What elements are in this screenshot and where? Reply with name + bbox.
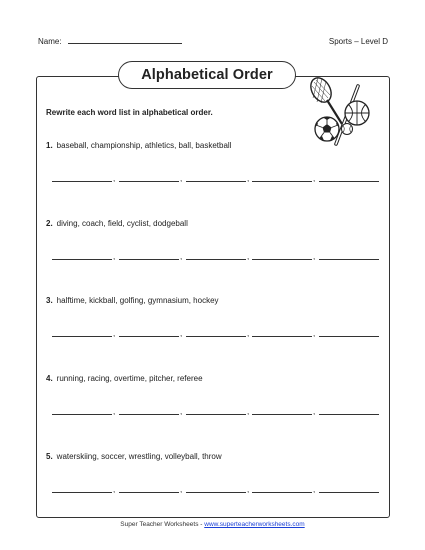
answer-blank[interactable] bbox=[52, 405, 112, 415]
comma: , bbox=[247, 329, 250, 338]
basketball-icon bbox=[345, 101, 369, 125]
answer-row-2 bbox=[52, 250, 380, 260]
comma: , bbox=[113, 485, 116, 494]
answer-blank[interactable] bbox=[319, 172, 379, 182]
question-number: 2. bbox=[46, 219, 53, 228]
answer-row-3 bbox=[52, 327, 380, 337]
answer-row-1 bbox=[52, 172, 380, 182]
name-label: Name: bbox=[38, 37, 62, 46]
answer-blank[interactable] bbox=[252, 250, 312, 260]
comma: , bbox=[180, 174, 183, 183]
comma: , bbox=[247, 252, 250, 261]
question-2 bbox=[46, 219, 188, 228]
question-number: 3. bbox=[46, 296, 53, 305]
answer-blank[interactable] bbox=[119, 405, 179, 415]
answer-blank[interactable] bbox=[186, 327, 246, 337]
soccer-ball-icon bbox=[315, 117, 339, 141]
question-4 bbox=[46, 374, 203, 383]
footer bbox=[0, 521, 425, 528]
answer-blank[interactable] bbox=[119, 327, 179, 337]
comma: , bbox=[247, 485, 250, 494]
question-number: 1. bbox=[46, 141, 53, 150]
answer-row-5 bbox=[52, 483, 380, 493]
page-title: Alphabetical Order bbox=[118, 61, 296, 89]
comma: , bbox=[180, 407, 183, 416]
comma: , bbox=[180, 329, 183, 338]
answer-blank[interactable] bbox=[52, 327, 112, 337]
comma: , bbox=[180, 485, 183, 494]
answer-blank[interactable] bbox=[119, 250, 179, 260]
answer-blank[interactable] bbox=[252, 483, 312, 493]
answer-blank[interactable] bbox=[186, 405, 246, 415]
comma: , bbox=[313, 174, 316, 183]
answer-blank[interactable] bbox=[119, 483, 179, 493]
level-label: Sports – Level D bbox=[328, 37, 388, 46]
sports-clipart bbox=[308, 72, 370, 150]
answer-blank[interactable] bbox=[119, 172, 179, 182]
comma: , bbox=[313, 252, 316, 261]
answer-blank[interactable] bbox=[252, 172, 312, 182]
question-3 bbox=[46, 296, 219, 305]
word-list: diving, coach, field, cyclist, dodgeball bbox=[56, 219, 188, 228]
footer-link[interactable]: www.superteacherworksheets.com bbox=[204, 521, 305, 528]
comma: , bbox=[113, 407, 116, 416]
question-number: 5. bbox=[46, 452, 53, 461]
answer-blank[interactable] bbox=[252, 405, 312, 415]
comma: , bbox=[113, 174, 116, 183]
footer-separator: - bbox=[198, 521, 205, 528]
answer-blank[interactable] bbox=[319, 327, 379, 337]
answer-blank[interactable] bbox=[52, 172, 112, 182]
word-list: halftime, kickball, golfing, gymnasium, hockey bbox=[56, 296, 219, 305]
word-list: baseball, championship, athletics, ball, basketball bbox=[56, 141, 232, 150]
comma: , bbox=[313, 329, 316, 338]
comma: , bbox=[180, 252, 183, 261]
comma: , bbox=[313, 407, 316, 416]
name-field bbox=[38, 37, 182, 46]
word-list: running, racing, overtime, pitcher, referee bbox=[56, 374, 203, 383]
comma: , bbox=[247, 174, 250, 183]
answer-row-4 bbox=[52, 405, 380, 415]
comma: , bbox=[113, 252, 116, 261]
comma: , bbox=[113, 329, 116, 338]
word-list: waterskiing, soccer, wrestling, volleyball, throw bbox=[56, 452, 222, 461]
answer-blank[interactable] bbox=[319, 250, 379, 260]
answer-blank[interactable] bbox=[52, 483, 112, 493]
answer-blank[interactable] bbox=[252, 327, 312, 337]
answer-blank[interactable] bbox=[186, 483, 246, 493]
answer-blank[interactable] bbox=[319, 405, 379, 415]
baseball-icon bbox=[342, 124, 353, 135]
question-1 bbox=[46, 141, 231, 150]
name-line[interactable] bbox=[68, 37, 182, 44]
answer-blank[interactable] bbox=[52, 250, 112, 260]
answer-blank[interactable] bbox=[186, 172, 246, 182]
comma: , bbox=[313, 485, 316, 494]
question-5 bbox=[46, 452, 222, 461]
answer-blank[interactable] bbox=[319, 483, 379, 493]
comma: , bbox=[247, 407, 250, 416]
footer-brand: Super Teacher Worksheets bbox=[120, 521, 199, 528]
answer-blank[interactable] bbox=[186, 250, 246, 260]
question-number: 4. bbox=[46, 374, 53, 383]
instructions: Rewrite each word list in alphabetical order. bbox=[46, 108, 213, 117]
